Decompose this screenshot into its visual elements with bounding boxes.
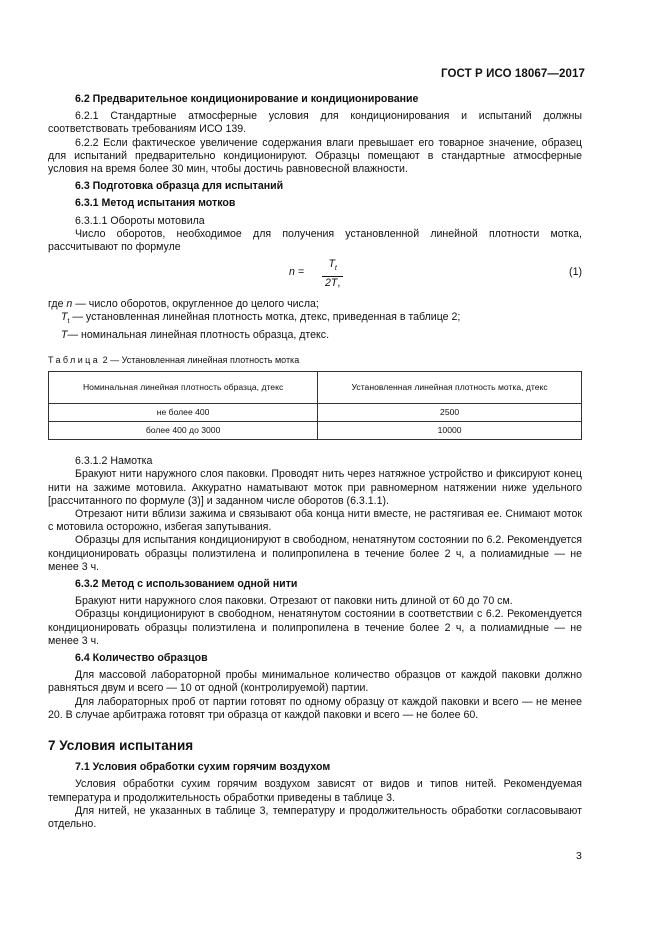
paragraph-6-4-a: Для массовой лабораторной пробы минимальное количество образцов от каждой паковки должно равняться двум и всего — 10 от одной (контролируемой) партии. (48, 669, 582, 695)
legend-line-tt: $T_t$ — установленная линейная плотность мотка, дтекс, приведенная в таблице 2; (61, 311, 461, 326)
table-header-row (49, 372, 582, 404)
section-6-2-title: 6.2 Предварительное кондиционирование и кондиционирование (75, 93, 419, 105)
table-cell: более 400 до 3000 (49, 422, 318, 440)
paragraph-6-3-1-1: Число оборотов, необходимое для получения установленной линейной плотности мотка, рассчитывают по формуле (48, 227, 582, 254)
formula-1 (48, 257, 582, 297)
paragraph-6-2-1: 6.2.1 Стандартные атмосферные условия для кондиционирования и испытаний должны соответствовать требованиям ИСО 139. (48, 110, 582, 136)
table-row (49, 422, 582, 440)
section-6-3-1-2-title: 6.3.1.2 Намотка (75, 455, 153, 468)
legend-line-n: где n — число оборотов, округленное до целого числа; (48, 298, 319, 311)
table-2 (48, 371, 582, 440)
formula-lhs: n = (289, 266, 305, 279)
section-6-3-1-title: 6.3.1 Метод испытания мотков (75, 197, 236, 210)
section-7-title: 7 Условия испытания (48, 738, 194, 754)
section-6-4-title: 6.4 Количество образцов (75, 652, 208, 664)
formula-number: (1) (569, 266, 582, 279)
paragraph-6-3-1-2-c: Образцы для испытания кондиционируют в свободном, ненатянутом состоянии по 6.2. Рекомендуется кондиционировать образцы полиэтилена и полипропилена в течение более 2 ч, а полиамидные — не менее 3 ч. (48, 534, 582, 573)
formula-numerator: $T_t$ (322, 258, 343, 276)
formula-legend (48, 298, 582, 342)
table-2-caption: Таблица 2 — Установленная линейная плотность мотка (48, 354, 300, 365)
paragraph-6-3-1-2-b: Отрезают нити вблизи зажима и связывают оба конца нити вместе, не растягивая ее. Снимают моток с мотовила осторожно, избегая запутывания. (48, 507, 582, 534)
table-header-set: Установленная линейная плотность мотка, дтекс (318, 372, 582, 404)
legend-line-t: T— номинальная линейная плотность образца, дтекс. (61, 328, 330, 341)
table-header-nominal: Номинальная линейная плотность образца, дтекс (49, 372, 318, 404)
table-cell: 2500 (318, 404, 582, 422)
page-number: 3 (576, 850, 582, 862)
table-cell: не более 400 (49, 404, 318, 422)
formula-denominator: 2T, (325, 276, 341, 289)
section-6-3-title: 6.3 Подготовка образца для испытаний (75, 180, 284, 193)
section-6-3-2-title: 6.3.2 Метод с использованием одной нити (75, 577, 298, 590)
paragraph-7-1-b: Для нитей, не указанных в таблице 3, температуру и продолжительность обработки согласовывают отдельно. (48, 804, 582, 831)
table-row (49, 404, 582, 422)
paragraph-6-3-1-2-a: Бракуют нити наружного слоя паковки. Проводят нить через натяжное устройство и фиксируют конец нити на зажиме мотовила. Аккуратно наматывают моток при равномерном натяжении ниже удельного [рассчитанного по формуле (3)] и заданном числе оборотов (6.3.1.1). (48, 468, 582, 507)
paragraph-6-2-2: 6.2.2 Если фактическое увеличение содержания влаги превышает его товарное значение, образец для испытаний предварительно кондиционируют. Образцы помещают в стандартные атмосферные условия на время более 30 мин, чтобы достичь равновесной влажности. (48, 136, 582, 176)
paragraph-6-4-b: Для лабораторных проб от партии готовят по одному образцу от каждой паковки и всего — не менее 20. В случае арбитража готовят три образца от каждой паковки и всего — не более 60. (48, 695, 582, 721)
table-cell: 10000 (318, 422, 582, 440)
document-body (48, 93, 582, 831)
paragraph-6-3-2-b: Образцы кондиционируют в свободном, ненатянутом состоянии в соответствии с 6.2. Рекомендуется кондиционировать образцы полиэтилена и полипропилена в течение более 2 ч, а полиамидные — не менее 3 ч. (48, 608, 582, 647)
paragraph-6-3-2-a: Бракуют нити наружного слоя паковки. Отрезают от паковки нить длиной от 60 до 70 см. (75, 595, 513, 608)
section-7-1-title: 7.1 Условия обработки сухим горячим воздухом (75, 761, 331, 774)
formula-fraction (322, 258, 343, 290)
document-id-header: ГОСТ Р ИСО 18067—2017 (440, 68, 585, 80)
section-6-3-1-1-title: 6.3.1.1 Обороты мотовила (75, 214, 205, 227)
paragraph-7-1-a: Условия обработки сухим горячим воздухом зависят от видов и типов нитей. Рекомендуемая температура и продолжительность обработки приведены в таблице 3. (48, 778, 582, 804)
